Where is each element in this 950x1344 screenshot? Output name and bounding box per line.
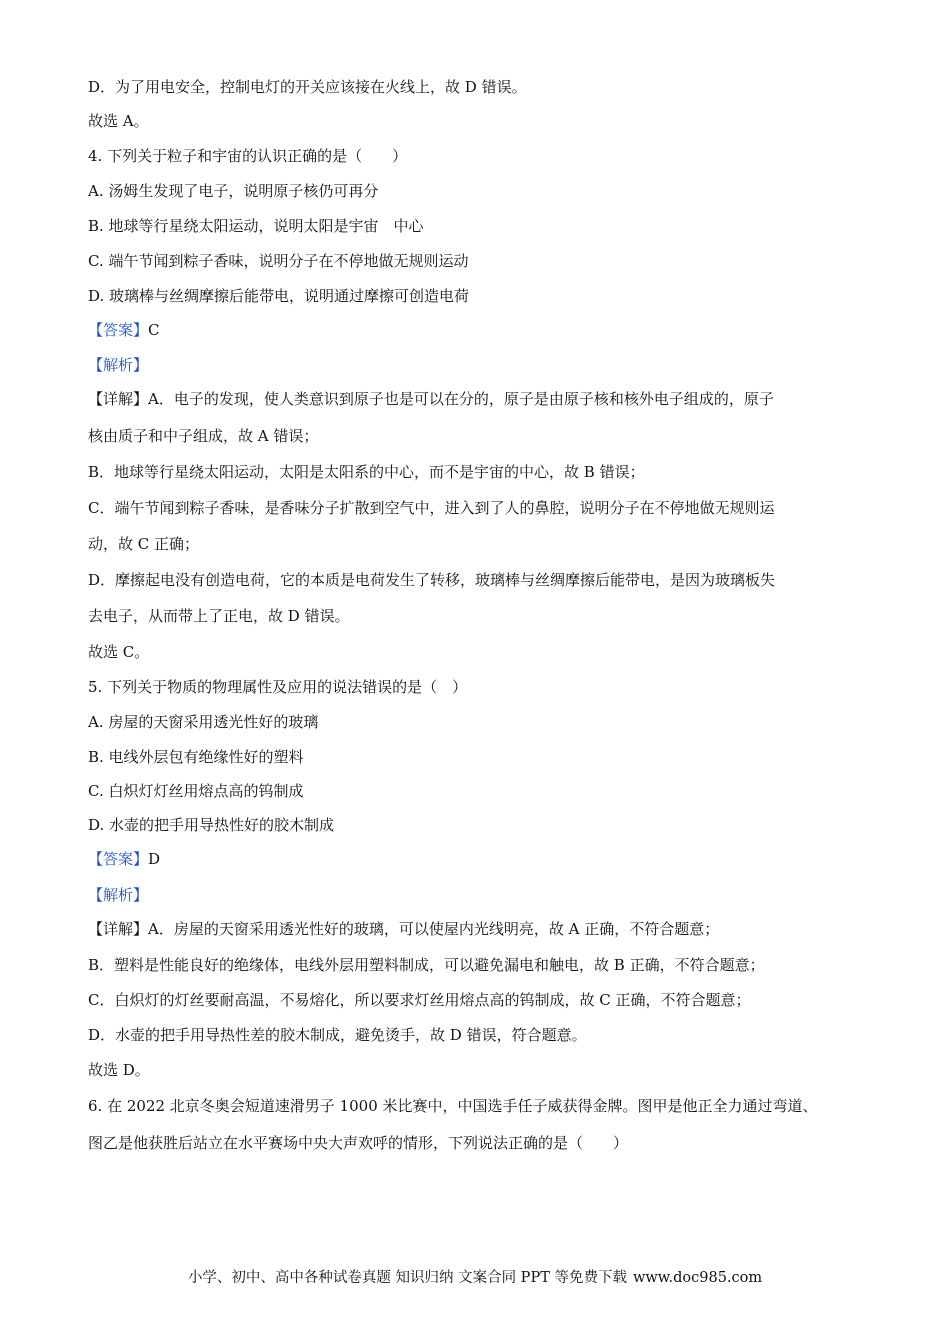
q4-explanation-d: D．摩擦起电没有创造电荷，它的本质是电荷发生了转移，玻璃棒与丝绸摩擦后能带电，是因为玻璃板失: [88, 571, 776, 589]
q4-analysis-tag: 【解析】: [88, 356, 149, 374]
answer-tag: 【答案】: [88, 321, 149, 339]
q5-analysis-tag: 【解析】: [88, 886, 149, 904]
q5-option-a: A. 房屋的天窗采用透光性好的玻璃: [88, 713, 319, 731]
q4-option-a: A. 汤姆生发现了电子，说明原子核仍可再分: [88, 182, 379, 200]
q5-explanation-c: C．白炽灯的灯丝要耐高温，不易熔化，所以要求灯丝用熔点高的钨制成，故 C 正确，不符合题意；: [88, 991, 751, 1009]
answer-value: D: [148, 850, 161, 868]
q3-option-d-explanation: D．为了用电安全，控制电灯的开关应该接在火线上，故 D 错误。: [88, 78, 527, 96]
answer-tag: 【答案】: [88, 850, 149, 868]
q5-stem: 5. 下列关于物质的物理属性及应用的说法错误的是（ ）: [88, 678, 468, 696]
q3-conclusion: 故选 A。: [88, 112, 149, 130]
q5-conclusion: 故选 D。: [88, 1061, 150, 1079]
q4-explanation-b: B．地球等行星绕太阳运动，太阳是太阳系的中心，而不是宇宙的中心，故 B 错误；: [88, 463, 645, 481]
q4-explanation-d-cont: 去电子，从而带上了正电，故 D 错误。: [88, 607, 350, 625]
q5-explanation-d: D．水壶的把手用导热性差的胶木制成，避免烫手，故 D 错误，符合题意。: [88, 1026, 587, 1044]
detail-tag: 【详解】: [88, 920, 149, 938]
q5-answer: [88, 849, 160, 869]
q4-option-b: B. 地球等行星绕太阳运动，说明太阳是宇宙 中心: [88, 217, 424, 235]
q4-stem: 4. 下列关于粒子和宇宙的认识正确的是（ ）: [88, 147, 408, 165]
q4-conclusion: 故选 C。: [88, 643, 150, 661]
q4-option-d: D. 玻璃棒与丝绸摩擦后能带电，说明通过摩擦可创造电荷: [88, 287, 470, 305]
q4-option-c: C. 端午节闻到粽子香味，说明分子在不停地做无规则运动: [88, 252, 469, 270]
q6-stem-line-2: 图乙是他获胜后站立在水平赛场中央大声欢呼的情形，下列说法正确的是（ ）: [88, 1134, 629, 1152]
q4-explanation-c-cont: 动，故 C 正确；: [88, 535, 200, 553]
q4-explanation-a: 【详解】A．电子的发现，使人类意识到原子也是可以在分的，原子是由原子核和核外电子组成的，原子: [88, 390, 774, 408]
q5-option-d: D. 水壶的把手用导热性好的胶木制成: [88, 816, 335, 834]
q4-answer: [88, 320, 160, 340]
footer-site-link[interactable]: www.doc985.com: [632, 1270, 763, 1286]
page-footer: [0, 1268, 950, 1288]
q5-option-c: C. 白炽灯灯丝用熔点高的钨制成: [88, 782, 304, 800]
detail-tag: 【详解】: [88, 390, 149, 408]
q5-explanation-b: B．塑料是性能良好的绝缘体，电线外层用塑料制成，可以避免漏电和触电，故 B 正确，不符合题意；: [88, 956, 765, 974]
answer-value: C: [148, 321, 160, 339]
q4-explanation-c: C．端午节闻到粽子香味，是香味分子扩散到空气中，进入到了人的鼻腔，说明分子在不停地做无规则运: [88, 499, 775, 517]
q6-stem-line-1: 6. 在 2022 北京冬奥会短道速滑男子 1000 米比赛中，中国选手任子威获得金牌。图甲是他正全力通过弯道、: [88, 1097, 818, 1115]
q4-explanation-a-cont: 核由质子和中子组成，故 A 错误；: [88, 427, 319, 445]
footer-text: 小学、初中、高中各种试卷真题 知识归纳 文案合同 PPT 等免费下载: [187, 1270, 627, 1286]
q5-option-b: B. 电线外层包有绝缘性好的塑料: [88, 748, 304, 766]
q5-explanation-a: 【详解】A．房屋的天窗采用透光性好的玻璃，可以使屋内光线明亮，故 A 正确，不符合题意；: [88, 920, 720, 938]
